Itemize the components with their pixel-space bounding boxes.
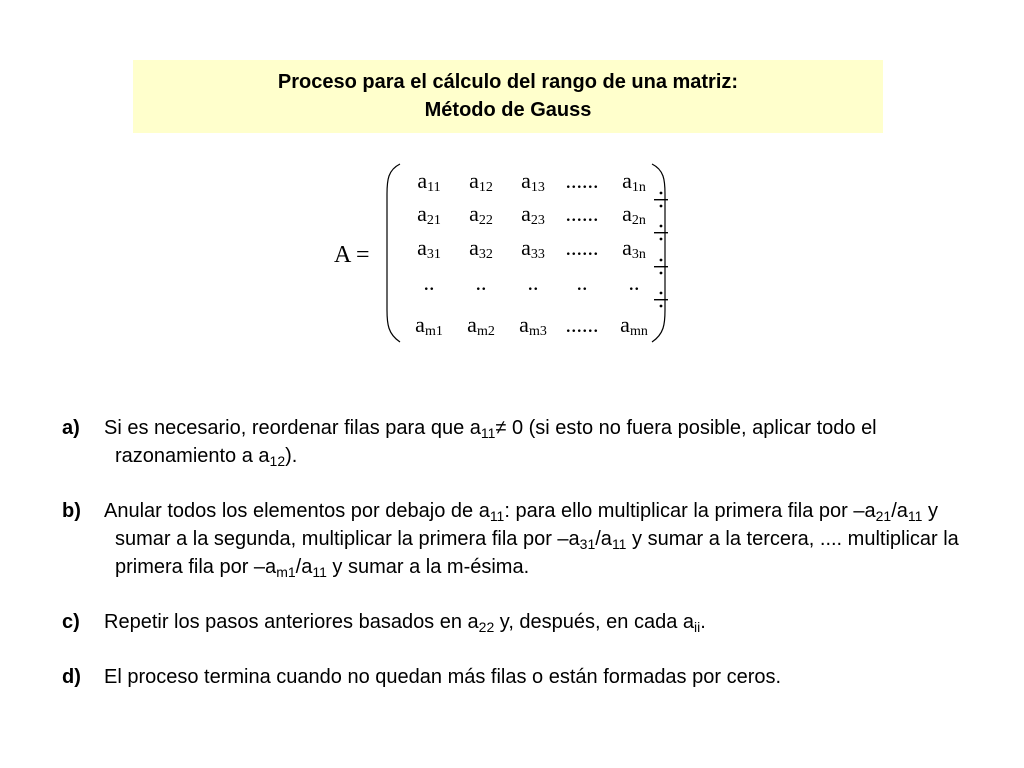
matrix-index: m3: [528, 324, 547, 339]
matrix-a: [330, 160, 690, 350]
matrix-index: m1: [424, 324, 443, 339]
title-line-2: Método de Gauss: [424, 99, 592, 121]
matrix-entry: $a_{m3}$: [519, 312, 547, 339]
matrix-filler: ..: [475, 270, 487, 295]
matrix-entry: $a_{mn}$: [620, 312, 648, 339]
step-letter: c): [62, 611, 80, 633]
matrix-entry: $a_{3n}$: [622, 235, 646, 262]
step-subscript: 11: [611, 536, 627, 552]
step-subscript: 31: [579, 536, 596, 552]
procedure-step: [62, 414, 982, 470]
procedure-step: [62, 497, 982, 581]
matrix-filler: ..: [628, 270, 640, 295]
matrix-index: 31: [426, 247, 441, 262]
matrix-dots: ......: [565, 235, 599, 260]
matrix-index: 2n: [631, 213, 646, 228]
title-line-1: Proceso para el cálculo del rango de una matriz:: [277, 71, 739, 93]
step-text: y sumar a la segunda, multiplicar la primera fila por –a: [115, 500, 939, 550]
matrix-entry: $a_{22}$: [469, 201, 493, 228]
matrix-entry: $a_{2n}$: [622, 201, 646, 228]
matrix-entry: $a_{31}$: [417, 235, 441, 262]
step-text: /a: [891, 500, 908, 522]
step-letter: d): [62, 666, 81, 688]
step-text: /a: [295, 556, 313, 578]
step-subscript: 12: [269, 453, 286, 469]
step-subscript: 21: [875, 508, 892, 524]
step-letter: a): [62, 417, 80, 439]
matrix-index: 13: [530, 180, 545, 195]
step-text: y, después, en cada a: [494, 611, 695, 633]
step-text: Repetir los pasos anteriores basados en a: [104, 611, 479, 633]
matrix-index: mn: [629, 324, 648, 339]
matrix-entry: $a_{m1}$: [415, 312, 443, 339]
procedure-step: [62, 663, 982, 691]
matrix-filler: ..: [527, 270, 539, 295]
step-subscript: 11: [489, 508, 505, 524]
matrix-filler: ..: [423, 270, 435, 295]
matrix-entry: $a_{23}$: [521, 201, 545, 228]
matrix-filler: ..: [576, 270, 588, 295]
matrix-index: 1n: [631, 180, 646, 195]
step-text: .: [700, 611, 706, 633]
step-subscript: ii: [694, 619, 701, 635]
matrix-entry: $a_{13}$: [521, 168, 545, 195]
matrix-index: 11: [427, 180, 441, 195]
matrix-label: A =: [334, 242, 370, 268]
step-subscript: 11: [907, 508, 923, 524]
step-subscript: 22: [478, 619, 495, 635]
step-text: y sumar a la m-ésima.: [326, 556, 530, 578]
procedure-steps: [62, 414, 982, 718]
step-text: Anular todos los elementos por debajo de a: [104, 500, 490, 522]
step-subscript: m1: [276, 564, 296, 580]
matrix-index: 3n: [631, 247, 646, 262]
step-subscript: 11: [480, 425, 496, 441]
step-subscript: 11: [312, 564, 327, 580]
step-text: El proceso termina cuando no quedan más filas o están formadas por ceros.: [104, 666, 782, 688]
matrix-entry: $a_{1n}$: [622, 168, 646, 195]
matrix-index: 12: [478, 180, 493, 195]
matrix-entry: $a_{32}$: [469, 235, 493, 262]
step-letter: b): [62, 500, 81, 522]
title-banner: [133, 60, 883, 133]
matrix-index: 21: [426, 213, 441, 228]
step-text: ).: [285, 445, 298, 467]
matrix-entry: $a_{12}$: [469, 168, 493, 195]
matrix-dots: ......: [565, 168, 599, 193]
matrix-entry: $a_{21}$: [417, 201, 441, 228]
step-text: : para ello multiplicar la primera fila por –a: [504, 500, 876, 522]
matrix-entry: $a_{33}$: [521, 235, 545, 262]
left-bracket: [387, 164, 400, 342]
step-text: Si es necesario, reordenar filas para que a: [104, 417, 481, 439]
matrix-index: 33: [530, 247, 545, 262]
step-text: y sumar a la tercera, .... multiplicar la primera fila por –a: [115, 528, 959, 578]
step-text: ≠ 0 (si esto no fuera posible, aplicar todo el razonamiento a a: [115, 417, 877, 467]
matrix-dots: ......: [565, 312, 599, 337]
matrix-index: 22: [478, 213, 493, 228]
matrix-entry: $a_{m2}$: [467, 312, 495, 339]
matrix-index: m2: [476, 324, 495, 339]
matrix-index: 32: [478, 247, 493, 262]
matrix-dots: ......: [565, 201, 599, 226]
step-text: /a: [595, 528, 612, 550]
matrix-entry: $a_{11}$: [417, 168, 441, 195]
procedure-step: [62, 608, 982, 636]
matrix-index: 23: [530, 213, 545, 228]
